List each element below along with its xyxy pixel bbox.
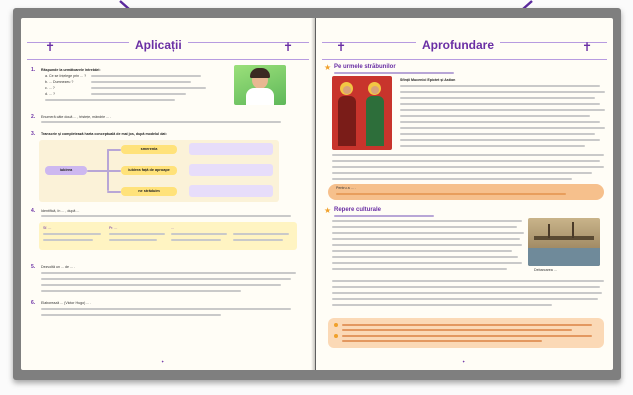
section-title: Repere culturale xyxy=(334,207,382,213)
quote: Sf. ... xyxy=(43,226,52,230)
exercise-question: d. ... ? xyxy=(45,92,55,96)
exercise-number: 5. xyxy=(31,264,36,270)
image-caption: Debarcarea ... xyxy=(534,268,557,272)
section-title: Pe urmele străbunilor xyxy=(334,64,396,70)
icon-painting xyxy=(332,76,392,150)
right-page xyxy=(316,18,613,370)
open-textbook xyxy=(13,8,621,380)
exercise-number: 6. xyxy=(31,300,36,306)
quotes-box xyxy=(39,222,297,250)
cross-icon: ✝ xyxy=(336,40,347,54)
cross-icon: ✝ xyxy=(283,40,294,54)
highlight-note: Pentru a ... . xyxy=(336,186,356,190)
subtitle: Sfinții Mucenici Epictet și Astion xyxy=(400,78,456,82)
exercise-text: Identifică, în ... , după ... xyxy=(41,209,80,213)
exercise-question: b. ... Dumnezeu ? xyxy=(45,80,74,84)
exercise-text: Enumeră câte două ... , tristețe, mândrie ... . xyxy=(41,115,112,119)
activity-box xyxy=(328,318,604,348)
concept-node: iubirea față de aproape xyxy=(121,166,177,175)
exercise-number: 3. xyxy=(31,131,36,137)
exercise-number: 1. xyxy=(31,67,36,73)
page-number-mark: ✦ xyxy=(462,359,466,364)
cross-icon: ✝ xyxy=(45,40,56,54)
exercise-number: 4. xyxy=(31,208,36,214)
page-title: Aprofundare xyxy=(416,38,500,52)
exercise-number: 2. xyxy=(31,114,36,120)
quote: ... xyxy=(171,226,174,230)
quote: Pr. ... xyxy=(109,226,118,230)
cross-icon: ✝ xyxy=(582,40,593,54)
exercise-text: Elaborează ... (Victor Hugo) ... . xyxy=(41,301,92,305)
concept-center: iubirea xyxy=(45,166,87,175)
page-title: Aplicații xyxy=(129,38,188,52)
concept-node: smerenia xyxy=(121,145,177,154)
page-number-mark: ✦ xyxy=(161,359,165,364)
exercise-question: a. Ce se înțelege prin ... ? xyxy=(45,74,87,78)
exercise-text: Răspunde la următoarele întrebări: xyxy=(41,68,101,72)
historical-painting xyxy=(528,218,600,266)
left-page xyxy=(21,18,315,370)
highlight-box xyxy=(328,184,604,200)
exercise-text: Transcrie și completează harta conceptuală de mai jos, după modelul dat: xyxy=(41,132,167,136)
student-photo xyxy=(234,65,286,105)
concept-node: ne străduim xyxy=(121,187,177,196)
exercise-text: Dezvoltă un ... de ... . xyxy=(41,265,75,269)
star-icon: ★ xyxy=(324,206,332,215)
star-icon: ★ xyxy=(324,63,332,72)
exercise-question: c. ... ? xyxy=(45,86,55,90)
